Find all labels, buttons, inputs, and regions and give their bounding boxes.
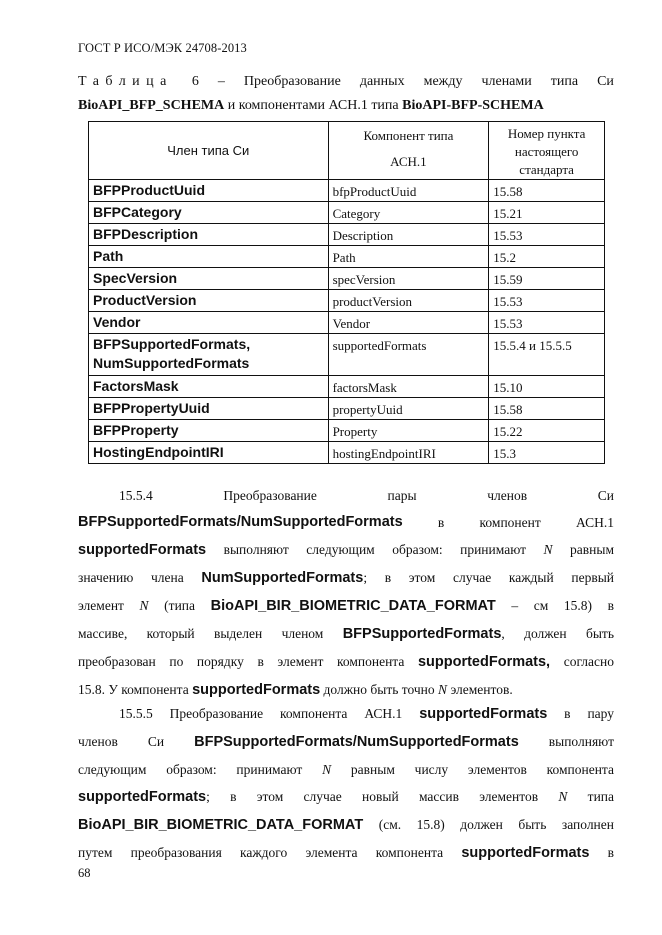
code-term: supportedFormats — [78, 542, 207, 558]
table-row — [89, 420, 605, 442]
code-term: BioAPI_BIR_BIOMETRIC_DATA_FORMAT — [78, 817, 364, 833]
para-line: элемент N (типа BioAPI_BIR_BIOMETRIC_DATA_FORMAT – см 15.8) в — [78, 598, 614, 614]
code-term: NumSupportedFormats — [201, 570, 364, 586]
code-term: BFPSupportedFormats — [342, 626, 502, 642]
paragraph-15-5-4 — [78, 482, 614, 704]
cell-component: Description — [328, 224, 489, 246]
paragraph-15-5-5 — [78, 700, 614, 867]
caption-word: данных — [359, 74, 405, 89]
cell-clause: 15.53 — [489, 224, 605, 246]
code-term: supportedFormats — [419, 706, 548, 722]
code-term: supportedFormats, — [417, 654, 551, 670]
code-term: BFPSupportedFormats/NumSupportedFormats — [194, 734, 519, 750]
para-line: BioAPI_BIR_BIOMETRIC_DATA_FORMAT (см. 15.8) должен быть заполнен — [78, 817, 614, 833]
table-caption-line-2 — [78, 94, 614, 118]
caption-word: членами — [481, 74, 532, 89]
cell-member: BFPProperty — [89, 420, 329, 442]
table-row — [89, 202, 605, 224]
code-term: supportedFormats — [78, 789, 207, 805]
table-row — [89, 180, 605, 202]
table-row — [89, 398, 605, 420]
table-caption-line-1 — [78, 70, 614, 94]
caption-word: Си — [597, 74, 614, 89]
cell-clause: 15.3 — [489, 442, 605, 464]
caption-word: между — [423, 74, 463, 89]
cell-member: BFPProductUuid — [89, 180, 329, 202]
cell-component: specVersion — [328, 268, 489, 290]
code-term: BioAPI_BIR_BIOMETRIC_DATA_FORMAT — [210, 598, 496, 614]
cell-component: propertyUuid — [328, 398, 489, 420]
cell-clause: 15.2 — [489, 246, 605, 268]
header-c-member: Член типа Си — [89, 122, 329, 180]
para-line: supportedFormats выполняют следующим образом: принимают N равным — [78, 542, 614, 558]
para-line: 15.8. У компонента supportedFormats должно быть точно N элементов. — [78, 682, 513, 698]
cell-member: BFPSupportedFormats, NumSupportedFormats — [89, 334, 329, 376]
code-term: supportedFormats — [461, 845, 590, 861]
cell-component: bfpProductUuid — [328, 180, 489, 202]
cell-clause: 15.10 — [489, 376, 605, 398]
caption-type-name: BioAPI_BFP_SCHEMA — [78, 98, 225, 113]
cell-component: productVersion — [328, 290, 489, 312]
cell-component: Category — [328, 202, 489, 224]
table-row — [89, 442, 605, 464]
caption-mid-text: и компонентами АСН.1 типа — [224, 98, 403, 113]
cell-clause: 15.5.4 и 15.5.5 — [489, 334, 605, 376]
table-header-row — [89, 122, 605, 180]
cell-component: supportedFormats — [328, 334, 489, 376]
cell-member: FactorsMask — [89, 376, 329, 398]
cell-member: BFPPropertyUuid — [89, 398, 329, 420]
cell-member: BFPCategory — [89, 202, 329, 224]
cell-member: HostingEndpointIRI — [89, 442, 329, 464]
cell-member: Path — [89, 246, 329, 268]
cell-clause: 15.58 — [489, 180, 605, 202]
caption-word: Преобразование — [243, 74, 341, 89]
table-row — [89, 334, 605, 376]
cell-clause: 15.58 — [489, 398, 605, 420]
cell-clause: 15.21 — [489, 202, 605, 224]
cell-clause: 15.22 — [489, 420, 605, 442]
table-row — [89, 224, 605, 246]
caption-asn-name: BioAPI-BFP-SCHEMA — [402, 98, 544, 113]
cell-component: Path — [328, 246, 489, 268]
caption-word: типа — [550, 74, 579, 89]
cell-clause: 15.59 — [489, 268, 605, 290]
cell-member: BFPDescription — [89, 224, 329, 246]
cell-clause: 15.53 — [489, 290, 605, 312]
mapping-table — [88, 121, 605, 464]
table-row — [89, 312, 605, 334]
cell-clause: 15.53 — [489, 312, 605, 334]
cell-member: SpecVersion — [89, 268, 329, 290]
para-line: путем преобразования каждого элемента компонента supportedFormats в — [78, 845, 614, 861]
caption-word-table: Таблица — [78, 74, 173, 89]
para-line: преобразован по порядку в элемент компонента supportedFormats, согласно — [78, 654, 614, 670]
table-row — [89, 290, 605, 312]
para-line: 15.5.5 Преобразование компонента АСН.1 supportedFormats в пару — [119, 706, 614, 722]
cell-member: ProductVersion — [89, 290, 329, 312]
table-caption — [78, 70, 614, 118]
para-line: BFPSupportedFormats/NumSupportedFormats в компонент АСН.1 — [78, 509, 614, 536]
header-asn-component: Компонент типа АСН.1 — [328, 122, 489, 180]
cell-component: Property — [328, 420, 489, 442]
table-row — [89, 268, 605, 290]
cell-component: Vendor — [328, 312, 489, 334]
caption-number: 6 — [191, 74, 199, 89]
para-line: supportedFormats; в этом случае новый массив элементов N типа — [78, 789, 615, 805]
para-line: членов Си BFPSupportedFormats/NumSupportedFormats выполняют — [78, 734, 614, 750]
page-number: 68 — [78, 866, 91, 880]
table-row — [89, 246, 605, 268]
cell-member: Vendor — [89, 312, 329, 334]
para-line: значению члена NumSupportedFormats; в этом случае каждый первый — [78, 570, 615, 586]
code-term: BFPSupportedFormats/NumSupportedFormats — [78, 514, 403, 530]
cell-component: factorsMask — [328, 376, 489, 398]
cell-component: hostingEndpointIRI — [328, 442, 489, 464]
caption-dash: – — [217, 74, 225, 89]
table-row — [89, 376, 605, 398]
header-clause-number: Номер пункта настоящего стандарта — [489, 122, 605, 180]
para-line: массиве, который выделен членом BFPSupportedFormats, должен быть — [78, 626, 614, 642]
para-line: 15.5.4 Преобразование пары членов Си — [119, 488, 614, 503]
standard-header: ГОСТ Р ИСО/МЭК 24708-2013 — [78, 41, 247, 55]
code-term: supportedFormats — [192, 682, 321, 698]
para-line: следующим образом: принимают N равным числу элементов компонента — [78, 762, 614, 777]
